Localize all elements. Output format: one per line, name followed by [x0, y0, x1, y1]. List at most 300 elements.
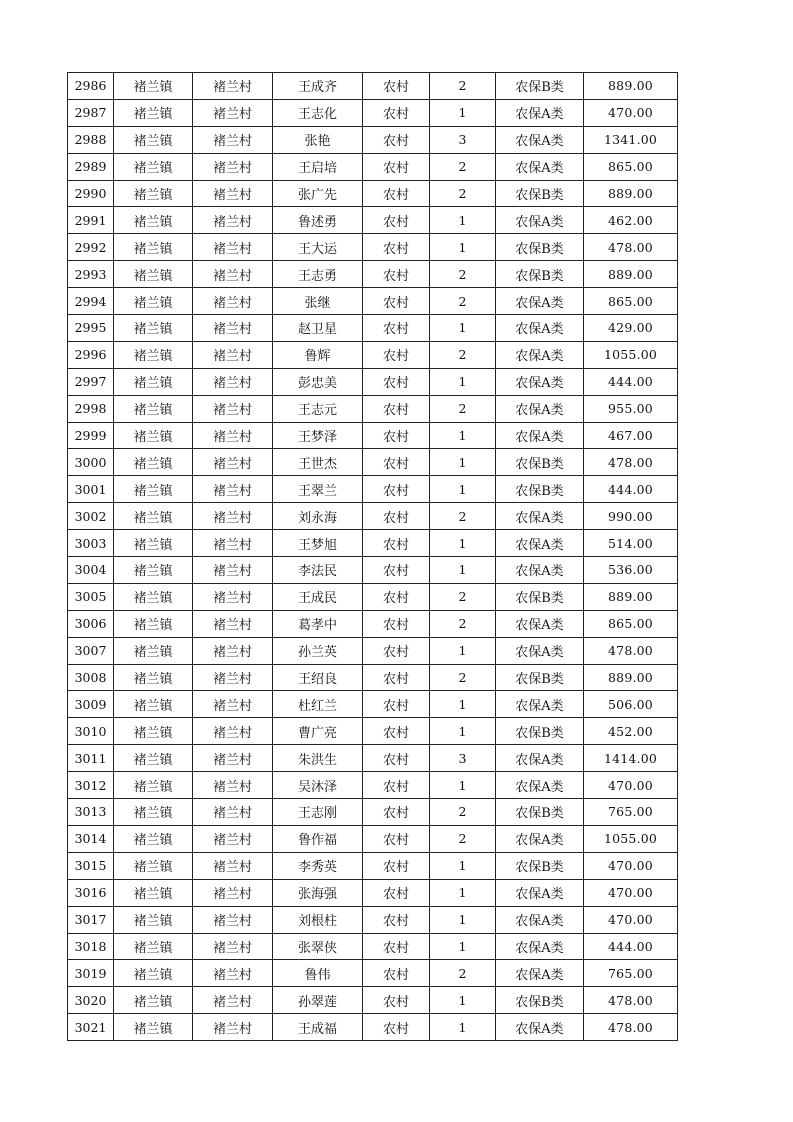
household-size-cell: 1 [430, 207, 496, 234]
household-size-cell: 3 [430, 745, 496, 772]
town-cell: 褚兰镇 [114, 530, 193, 557]
village-cell: 褚兰村 [193, 99, 273, 126]
name-cell: 鲁伟 [273, 960, 363, 987]
amount-cell: 470.00 [584, 906, 678, 933]
row-number: 2994 [68, 288, 114, 315]
area-type-cell: 农村 [363, 234, 430, 261]
area-type-cell: 农村 [363, 637, 430, 664]
town-cell: 褚兰镇 [114, 772, 193, 799]
amount-cell: 865.00 [584, 288, 678, 315]
amount-cell: 990.00 [584, 503, 678, 530]
table-row [68, 557, 678, 584]
name-cell: 鲁辉 [273, 341, 363, 368]
name-cell: 张艳 [273, 126, 363, 153]
name-cell: 王世杰 [273, 449, 363, 476]
village-cell: 褚兰村 [193, 825, 273, 852]
town-cell: 褚兰镇 [114, 207, 193, 234]
table-row [68, 610, 678, 637]
name-cell: 李法民 [273, 557, 363, 584]
table-row [68, 987, 678, 1014]
household-size-cell: 1 [430, 879, 496, 906]
amount-cell: 444.00 [584, 476, 678, 503]
area-type-cell: 农村 [363, 825, 430, 852]
insurance-category-cell: 农保A类 [496, 745, 584, 772]
village-cell: 褚兰村 [193, 288, 273, 315]
insurance-category-cell: 农保B类 [496, 987, 584, 1014]
household-size-cell: 2 [430, 664, 496, 691]
village-cell: 褚兰村 [193, 799, 273, 826]
area-type-cell: 农村 [363, 664, 430, 691]
village-cell: 褚兰村 [193, 960, 273, 987]
name-cell: 杜红兰 [273, 691, 363, 718]
row-number: 3005 [68, 583, 114, 610]
insurance-category-cell: 农保A类 [496, 530, 584, 557]
row-number: 3002 [68, 503, 114, 530]
insurance-category-cell: 农保A类 [496, 207, 584, 234]
area-type-cell: 农村 [363, 745, 430, 772]
insurance-category-cell: 农保B类 [496, 664, 584, 691]
area-type-cell: 农村 [363, 341, 430, 368]
name-cell: 张广先 [273, 180, 363, 207]
amount-cell: 452.00 [584, 718, 678, 745]
town-cell: 褚兰镇 [114, 557, 193, 584]
household-size-cell: 1 [430, 987, 496, 1014]
name-cell: 王大运 [273, 234, 363, 261]
household-size-cell: 2 [430, 610, 496, 637]
row-number: 2990 [68, 180, 114, 207]
row-number: 3020 [68, 987, 114, 1014]
name-cell: 王成齐 [273, 73, 363, 100]
row-number: 2997 [68, 368, 114, 395]
row-number: 2991 [68, 207, 114, 234]
insurance-category-cell: 农保B类 [496, 449, 584, 476]
name-cell: 王志刚 [273, 799, 363, 826]
amount-cell: 470.00 [584, 772, 678, 799]
table-row [68, 476, 678, 503]
insurance-category-cell: 农保A类 [496, 557, 584, 584]
table-row [68, 180, 678, 207]
table-row [68, 99, 678, 126]
amount-cell: 889.00 [584, 583, 678, 610]
name-cell: 王梦泽 [273, 422, 363, 449]
name-cell: 赵卫星 [273, 315, 363, 342]
table-row [68, 261, 678, 288]
household-size-cell: 2 [430, 261, 496, 288]
area-type-cell: 农村 [363, 691, 430, 718]
household-size-cell: 2 [430, 153, 496, 180]
town-cell: 褚兰镇 [114, 315, 193, 342]
household-size-cell: 1 [430, 772, 496, 799]
row-number: 3017 [68, 906, 114, 933]
amount-cell: 1414.00 [584, 745, 678, 772]
area-type-cell: 农村 [363, 126, 430, 153]
village-cell: 褚兰村 [193, 637, 273, 664]
table-row [68, 852, 678, 879]
name-cell: 张继 [273, 288, 363, 315]
insurance-category-cell: 农保A类 [496, 1014, 584, 1041]
table-row [68, 368, 678, 395]
row-number: 2998 [68, 395, 114, 422]
table-row [68, 960, 678, 987]
table-row [68, 503, 678, 530]
amount-cell: 1341.00 [584, 126, 678, 153]
area-type-cell: 农村 [363, 557, 430, 584]
table-row [68, 583, 678, 610]
village-cell: 褚兰村 [193, 180, 273, 207]
name-cell: 吴沐泽 [273, 772, 363, 799]
household-size-cell: 1 [430, 530, 496, 557]
row-number: 3013 [68, 799, 114, 826]
village-cell: 褚兰村 [193, 315, 273, 342]
household-size-cell: 1 [430, 1014, 496, 1041]
town-cell: 褚兰镇 [114, 422, 193, 449]
town-cell: 褚兰镇 [114, 234, 193, 261]
area-type-cell: 农村 [363, 476, 430, 503]
household-size-cell: 2 [430, 395, 496, 422]
household-size-cell: 1 [430, 852, 496, 879]
row-number: 3018 [68, 933, 114, 960]
town-cell: 褚兰镇 [114, 341, 193, 368]
row-number: 2996 [68, 341, 114, 368]
table-row [68, 530, 678, 557]
name-cell: 彭忠美 [273, 368, 363, 395]
table-row [68, 153, 678, 180]
amount-cell: 1055.00 [584, 341, 678, 368]
name-cell: 王翠兰 [273, 476, 363, 503]
town-cell: 褚兰镇 [114, 691, 193, 718]
table-row [68, 315, 678, 342]
household-size-cell: 2 [430, 799, 496, 826]
table-body [68, 73, 678, 1041]
village-cell: 褚兰村 [193, 691, 273, 718]
area-type-cell: 农村 [363, 610, 430, 637]
amount-cell: 889.00 [584, 261, 678, 288]
row-number: 2989 [68, 153, 114, 180]
table-row [68, 449, 678, 476]
town-cell: 褚兰镇 [114, 99, 193, 126]
name-cell: 葛孝中 [273, 610, 363, 637]
name-cell: 王绍良 [273, 664, 363, 691]
row-number: 3015 [68, 852, 114, 879]
household-size-cell: 1 [430, 234, 496, 261]
name-cell: 刘永海 [273, 503, 363, 530]
town-cell: 褚兰镇 [114, 906, 193, 933]
area-type-cell: 农村 [363, 73, 430, 100]
row-number: 3006 [68, 610, 114, 637]
household-size-cell: 1 [430, 557, 496, 584]
town-cell: 褚兰镇 [114, 799, 193, 826]
household-size-cell: 2 [430, 503, 496, 530]
name-cell: 王志元 [273, 395, 363, 422]
insurance-category-cell: 农保B类 [496, 261, 584, 288]
amount-cell: 955.00 [584, 395, 678, 422]
insurance-category-cell: 农保A类 [496, 315, 584, 342]
household-size-cell: 2 [430, 341, 496, 368]
village-cell: 褚兰村 [193, 718, 273, 745]
table-row [68, 879, 678, 906]
village-cell: 褚兰村 [193, 234, 273, 261]
town-cell: 褚兰镇 [114, 288, 193, 315]
row-number: 3009 [68, 691, 114, 718]
household-size-cell: 1 [430, 718, 496, 745]
area-type-cell: 农村 [363, 180, 430, 207]
table-row [68, 207, 678, 234]
insurance-category-cell: 农保A类 [496, 906, 584, 933]
amount-cell: 478.00 [584, 449, 678, 476]
household-size-cell: 1 [430, 637, 496, 664]
name-cell: 孙翠莲 [273, 987, 363, 1014]
insurance-category-cell: 农保A类 [496, 960, 584, 987]
amount-cell: 467.00 [584, 422, 678, 449]
name-cell: 王成民 [273, 583, 363, 610]
row-number: 2988 [68, 126, 114, 153]
town-cell: 褚兰镇 [114, 476, 193, 503]
area-type-cell: 农村 [363, 449, 430, 476]
insurance-category-cell: 农保A类 [496, 153, 584, 180]
village-cell: 褚兰村 [193, 126, 273, 153]
village-cell: 褚兰村 [193, 557, 273, 584]
row-number: 2992 [68, 234, 114, 261]
name-cell: 鲁作福 [273, 825, 363, 852]
village-cell: 褚兰村 [193, 341, 273, 368]
town-cell: 褚兰镇 [114, 664, 193, 691]
table-row [68, 933, 678, 960]
name-cell: 王启培 [273, 153, 363, 180]
name-cell: 王志化 [273, 99, 363, 126]
row-number: 3003 [68, 530, 114, 557]
insurance-category-cell: 农保B类 [496, 234, 584, 261]
table-row [68, 799, 678, 826]
amount-cell: 765.00 [584, 960, 678, 987]
insurance-category-cell: 农保A类 [496, 772, 584, 799]
amount-cell: 462.00 [584, 207, 678, 234]
town-cell: 褚兰镇 [114, 180, 193, 207]
insurance-category-cell: 农保B类 [496, 476, 584, 503]
insurance-category-cell: 农保B类 [496, 583, 584, 610]
village-cell: 褚兰村 [193, 261, 273, 288]
amount-cell: 478.00 [584, 987, 678, 1014]
amount-cell: 889.00 [584, 664, 678, 691]
amount-cell: 865.00 [584, 610, 678, 637]
household-size-cell: 1 [430, 691, 496, 718]
village-cell: 褚兰村 [193, 530, 273, 557]
insurance-category-cell: 农保A类 [496, 126, 584, 153]
village-cell: 褚兰村 [193, 664, 273, 691]
area-type-cell: 农村 [363, 368, 430, 395]
insurance-category-cell: 农保A类 [496, 637, 584, 664]
area-type-cell: 农村 [363, 879, 430, 906]
village-cell: 褚兰村 [193, 73, 273, 100]
household-size-cell: 1 [430, 99, 496, 126]
row-number: 3007 [68, 637, 114, 664]
household-size-cell: 2 [430, 180, 496, 207]
name-cell: 朱洪生 [273, 745, 363, 772]
insurance-category-cell: 农保A类 [496, 825, 584, 852]
table-row [68, 906, 678, 933]
table-row [68, 637, 678, 664]
table-row [68, 234, 678, 261]
table-row [68, 745, 678, 772]
town-cell: 褚兰镇 [114, 73, 193, 100]
area-type-cell: 农村 [363, 960, 430, 987]
name-cell: 张翠侠 [273, 933, 363, 960]
table-row [68, 664, 678, 691]
area-type-cell: 农村 [363, 583, 430, 610]
insurance-category-cell: 农保A类 [496, 879, 584, 906]
town-cell: 褚兰镇 [114, 987, 193, 1014]
area-type-cell: 农村 [363, 503, 430, 530]
town-cell: 褚兰镇 [114, 718, 193, 745]
village-cell: 褚兰村 [193, 153, 273, 180]
village-cell: 褚兰村 [193, 933, 273, 960]
town-cell: 褚兰镇 [114, 583, 193, 610]
area-type-cell: 农村 [363, 422, 430, 449]
table-row [68, 1014, 678, 1041]
row-number: 2993 [68, 261, 114, 288]
name-cell: 张海强 [273, 879, 363, 906]
amount-cell: 1055.00 [584, 825, 678, 852]
household-size-cell: 1 [430, 315, 496, 342]
insurance-category-cell: 农保A类 [496, 288, 584, 315]
amount-cell: 478.00 [584, 1014, 678, 1041]
amount-cell: 536.00 [584, 557, 678, 584]
table-row [68, 691, 678, 718]
name-cell: 李秀英 [273, 852, 363, 879]
table-row [68, 341, 678, 368]
village-cell: 褚兰村 [193, 852, 273, 879]
name-cell: 王梦旭 [273, 530, 363, 557]
table-row [68, 73, 678, 100]
town-cell: 褚兰镇 [114, 261, 193, 288]
town-cell: 褚兰镇 [114, 637, 193, 664]
town-cell: 褚兰镇 [114, 153, 193, 180]
town-cell: 褚兰镇 [114, 503, 193, 530]
name-cell: 鲁述勇 [273, 207, 363, 234]
row-number: 3011 [68, 745, 114, 772]
row-number: 3012 [68, 772, 114, 799]
insurance-category-cell: 农保A类 [496, 422, 584, 449]
amount-cell: 514.00 [584, 530, 678, 557]
town-cell: 褚兰镇 [114, 852, 193, 879]
insurance-category-cell: 农保A类 [496, 503, 584, 530]
insurance-category-cell: 农保B类 [496, 73, 584, 100]
village-cell: 褚兰村 [193, 476, 273, 503]
town-cell: 褚兰镇 [114, 825, 193, 852]
area-type-cell: 农村 [363, 852, 430, 879]
household-size-cell: 1 [430, 933, 496, 960]
village-cell: 褚兰村 [193, 207, 273, 234]
insurance-category-cell: 农保B类 [496, 852, 584, 879]
insurance-category-cell: 农保B类 [496, 718, 584, 745]
town-cell: 褚兰镇 [114, 449, 193, 476]
town-cell: 褚兰镇 [114, 1014, 193, 1041]
row-number: 3001 [68, 476, 114, 503]
name-cell: 王志勇 [273, 261, 363, 288]
household-size-cell: 1 [430, 476, 496, 503]
row-number: 2995 [68, 315, 114, 342]
name-cell: 曹广亮 [273, 718, 363, 745]
insurance-category-cell: 农保B类 [496, 180, 584, 207]
row-number: 3004 [68, 557, 114, 584]
area-type-cell: 农村 [363, 933, 430, 960]
row-number: 3014 [68, 825, 114, 852]
amount-cell: 478.00 [584, 234, 678, 261]
amount-cell: 889.00 [584, 73, 678, 100]
town-cell: 褚兰镇 [114, 933, 193, 960]
allowance-table [67, 72, 678, 1041]
row-number: 2986 [68, 73, 114, 100]
village-cell: 褚兰村 [193, 610, 273, 637]
name-cell: 刘根柱 [273, 906, 363, 933]
area-type-cell: 农村 [363, 153, 430, 180]
table-row [68, 395, 678, 422]
household-size-cell: 2 [430, 288, 496, 315]
row-number: 3019 [68, 960, 114, 987]
amount-cell: 765.00 [584, 799, 678, 826]
amount-cell: 470.00 [584, 99, 678, 126]
town-cell: 褚兰镇 [114, 126, 193, 153]
row-number: 3016 [68, 879, 114, 906]
village-cell: 褚兰村 [193, 449, 273, 476]
amount-cell: 470.00 [584, 879, 678, 906]
row-number: 3021 [68, 1014, 114, 1041]
village-cell: 褚兰村 [193, 987, 273, 1014]
village-cell: 褚兰村 [193, 368, 273, 395]
table-row [68, 288, 678, 315]
insurance-category-cell: 农保A类 [496, 691, 584, 718]
area-type-cell: 农村 [363, 987, 430, 1014]
insurance-category-cell: 农保B类 [496, 799, 584, 826]
household-size-cell: 1 [430, 906, 496, 933]
household-size-cell: 1 [430, 422, 496, 449]
household-size-cell: 2 [430, 825, 496, 852]
town-cell: 褚兰镇 [114, 960, 193, 987]
area-type-cell: 农村 [363, 99, 430, 126]
town-cell: 褚兰镇 [114, 395, 193, 422]
village-cell: 褚兰村 [193, 583, 273, 610]
name-cell: 王成福 [273, 1014, 363, 1041]
amount-cell: 865.00 [584, 153, 678, 180]
town-cell: 褚兰镇 [114, 879, 193, 906]
amount-cell: 470.00 [584, 852, 678, 879]
area-type-cell: 农村 [363, 395, 430, 422]
table-row [68, 772, 678, 799]
amount-cell: 478.00 [584, 637, 678, 664]
area-type-cell: 农村 [363, 530, 430, 557]
area-type-cell: 农村 [363, 799, 430, 826]
village-cell: 褚兰村 [193, 1014, 273, 1041]
amount-cell: 429.00 [584, 315, 678, 342]
village-cell: 褚兰村 [193, 395, 273, 422]
area-type-cell: 农村 [363, 207, 430, 234]
insurance-category-cell: 农保A类 [496, 368, 584, 395]
row-number: 3000 [68, 449, 114, 476]
village-cell: 褚兰村 [193, 745, 273, 772]
area-type-cell: 农村 [363, 906, 430, 933]
household-size-cell: 2 [430, 73, 496, 100]
amount-cell: 506.00 [584, 691, 678, 718]
village-cell: 褚兰村 [193, 503, 273, 530]
area-type-cell: 农村 [363, 288, 430, 315]
table-row [68, 422, 678, 449]
area-type-cell: 农村 [363, 261, 430, 288]
row-number: 3008 [68, 664, 114, 691]
area-type-cell: 农村 [363, 315, 430, 342]
table-row [68, 718, 678, 745]
table-row [68, 825, 678, 852]
household-size-cell: 2 [430, 583, 496, 610]
area-type-cell: 农村 [363, 1014, 430, 1041]
